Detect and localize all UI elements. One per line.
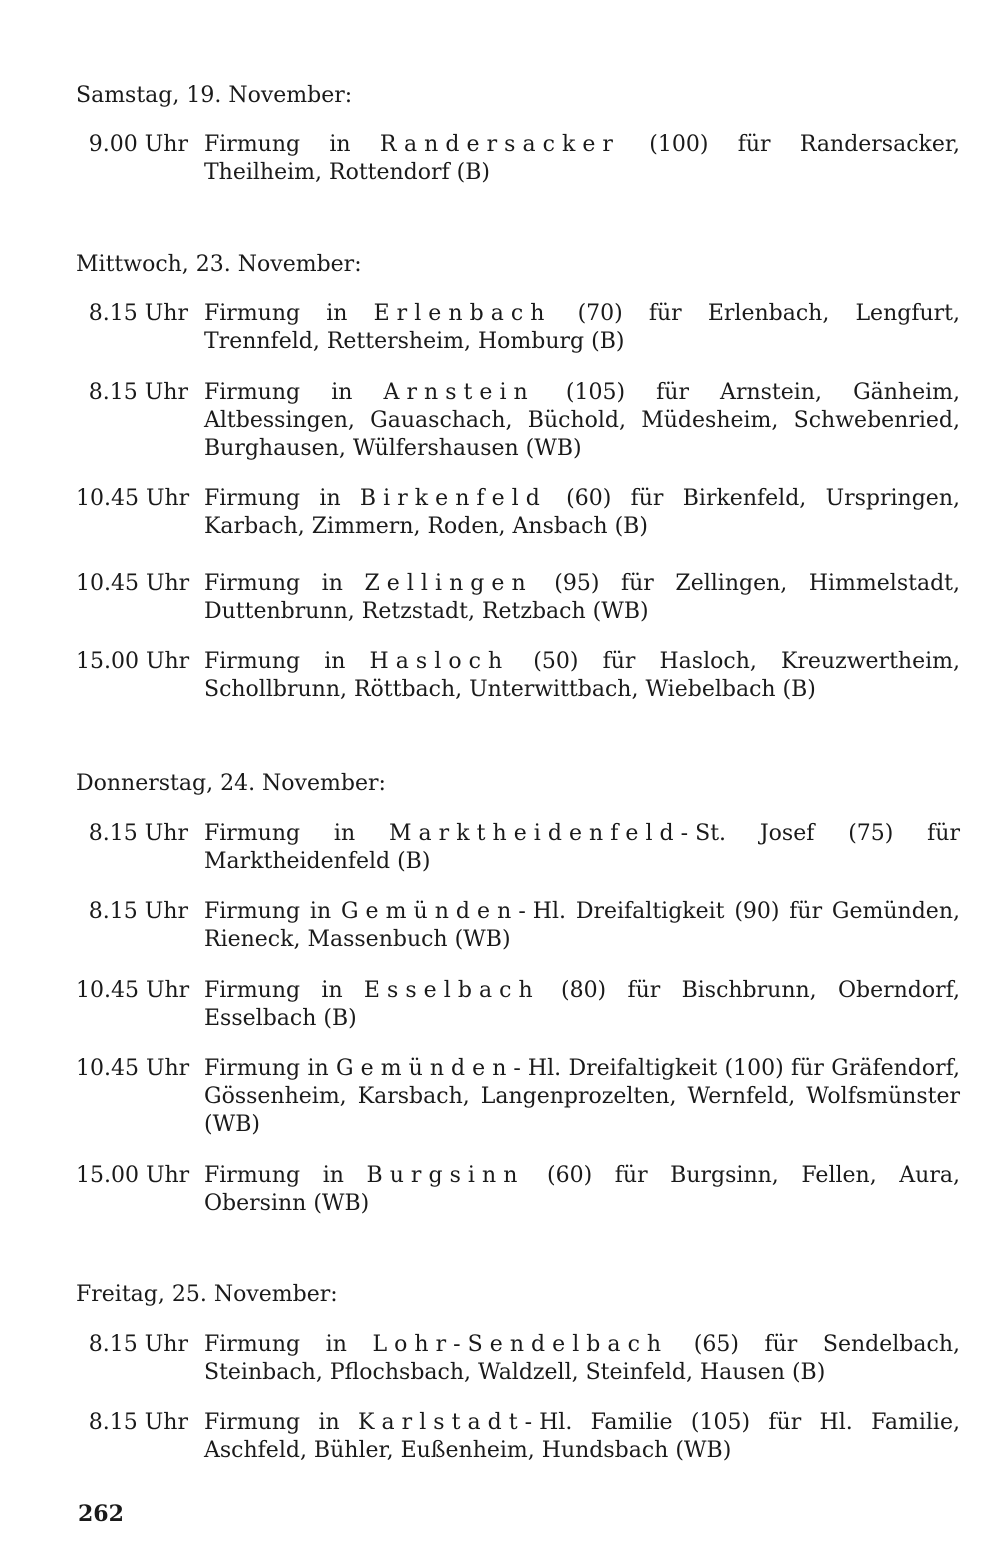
entry-details: (60) für Burgsinn, Fellen, Aura, Obersinn (WB) [204,1163,960,1216]
entry-intro: Firmung in [204,571,343,596]
entry-place: Erlenbach [373,301,552,326]
entry-place: Marktheidenfeld- [388,821,696,846]
entry-place: Zellingen [364,571,533,596]
entry-intro: Firmung in [204,380,353,405]
entry-intro: Firmung in [204,1056,329,1081]
entry-place: Karlstadt- [358,1410,540,1435]
entry-time: 9.00 Uhr [88,132,188,157]
entry-intro: Firmung in [204,899,332,924]
entry-description [204,1331,960,1387]
entry-time: 15.00 Uhr [76,649,190,674]
entry-description [204,1409,960,1465]
entry-time: 8.15 Uhr [88,1410,188,1435]
entry-place: Gemünden- [340,899,533,924]
entry-place: Lohr-Sendelbach [372,1332,669,1357]
entry-place: Arnstein [383,380,535,405]
entry-time: 10.45 Uhr [76,1056,190,1081]
day-heading: Mittwoch, 23. November: [76,252,362,277]
schedule-entry [76,1331,960,1387]
entry-details: (95) für Zellingen, Himmelstadt, Duttenbrunn, Retzstadt, Retzbach (WB) [204,571,960,624]
page-number: 262 [78,1501,124,1527]
entry-details: (80) für Bischbrunn, Oberndorf, Esselbach (B) [204,978,960,1031]
entry-time: 10.45 Uhr [76,571,190,596]
entry-description [204,300,960,356]
entry-description [204,485,960,541]
schedule-entry [76,485,960,541]
entry-details: (50) für Hasloch, Kreuzwertheim, Schollbrunn, Röttbach, Unterwittbach, Wiebelbach (B) [204,649,960,702]
entry-intro: Firmung in [204,486,341,511]
entry-description [204,648,960,704]
entry-place: Birkenfeld [359,486,547,511]
entry-description [204,379,960,463]
schedule-entry [76,648,960,704]
entry-time: 8.15 Uhr [88,380,188,405]
entry-description [204,977,960,1033]
schedule-entry [76,898,960,954]
schedule-entry [76,131,960,187]
schedule-entry [76,820,960,876]
entry-place: Gemünden- [336,1056,528,1081]
entry-details: (70) für Erlenbach, Lengfurt, Trennfeld, Rettersheim, Homburg (B) [204,301,960,354]
entry-details: Hl. Dreifaltigkeit (100) für Gräfendorf, Gössenheim, Karsbach, Langenprozelten, Wernfeld, Wolfsmünster (WB) [204,1056,960,1137]
entry-intro: Firmung in [204,978,343,1003]
entry-intro: Firmung in [204,1332,347,1357]
entry-place: Esselbach [363,978,540,1003]
schedule-entry [76,300,960,356]
entry-details: (60) für Birkenfeld, Urspringen, Karbach, Zimmern, Roden, Ansbach (B) [204,486,960,539]
entry-description [204,1055,960,1139]
entry-intro: Firmung in [204,1410,340,1435]
entry-time: 8.15 Uhr [88,821,188,846]
schedule-entry [76,1055,960,1139]
entry-details: St. Josef (75) für Marktheidenfeld (B) [204,821,960,874]
entry-description [204,131,960,187]
entry-place: Hasloch [369,649,510,674]
schedule-entry [76,1409,960,1465]
entry-time: 10.45 Uhr [76,486,190,511]
entry-time: 8.15 Uhr [88,1332,188,1357]
schedule-entry [76,379,960,463]
entry-intro: Firmung in [204,132,351,157]
entry-intro: Firmung in [204,301,348,326]
day-heading: Samstag, 19. November: [76,83,353,108]
entry-details: Hl. Dreifaltigkeit (90) für Gemünden, Rieneck, Massenbuch (WB) [204,899,960,952]
entry-time: 10.45 Uhr [76,978,190,1003]
entry-time: 8.15 Uhr [88,301,188,326]
entry-details: Hl. Familie (105) für Hl. Familie, Aschfeld, Bühler, Eußenheim, Hundsbach (WB) [204,1410,960,1463]
entry-time: 15.00 Uhr [76,1163,190,1188]
entry-description [204,1162,960,1218]
entry-description [204,570,960,626]
entry-details: (100) für Randersacker, Theilheim, Rottendorf (B) [204,132,960,185]
entry-intro: Firmung in [204,821,356,846]
entry-time: 8.15 Uhr [88,899,188,924]
entry-description [204,898,960,954]
day-heading: Donnerstag, 24. November: [76,771,386,796]
entry-details: (65) für Sendelbach, Steinbach, Pflochsbach, Waldzell, Steinfeld, Hausen (B) [204,1332,960,1385]
entry-details: (105) für Arnstein, Gänheim, Altbessingen, Gauaschach, Büchold, Müdesheim, Schwebenried, Burghausen, Wülfershausen (WB) [204,380,961,461]
entry-intro: Firmung in [204,1163,344,1188]
schedule-entry [76,570,960,626]
schedule-entry [76,1162,960,1218]
entry-description [204,820,960,876]
day-heading: Freitag, 25. November: [76,1282,338,1307]
entry-place: Randersacker [379,132,620,157]
entry-intro: Firmung in [204,649,346,674]
entry-place: Burgsinn [366,1163,525,1188]
schedule-entry [76,977,960,1033]
